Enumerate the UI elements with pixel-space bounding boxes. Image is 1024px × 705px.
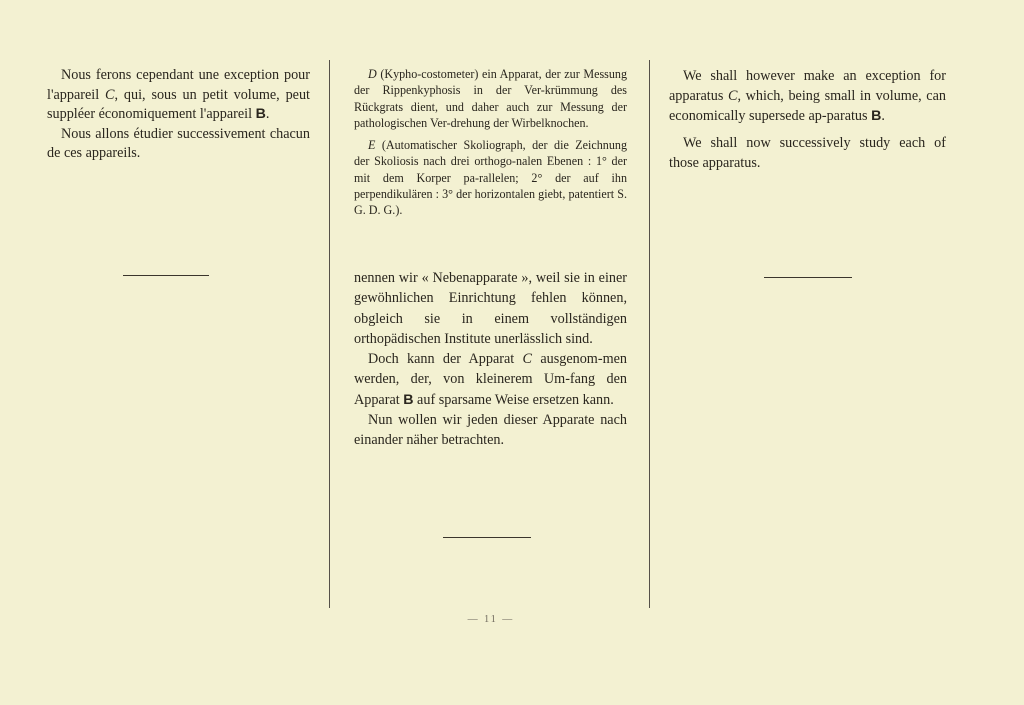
french-paragraph-2: Nous allons étudier successivement chacun de ces appareils. bbox=[47, 125, 310, 162]
letter-d: D bbox=[368, 67, 377, 81]
english-column bbox=[669, 66, 946, 173]
german-separator bbox=[443, 537, 531, 538]
letter-b: B bbox=[255, 106, 266, 123]
french-separator bbox=[123, 275, 209, 276]
column-rule-right bbox=[649, 60, 650, 608]
letter-b: B bbox=[871, 108, 882, 125]
french-column bbox=[47, 66, 310, 164]
letter-b: B bbox=[403, 391, 414, 408]
german-column bbox=[354, 268, 627, 451]
letter-c: C bbox=[727, 88, 738, 105]
german-paragraph-3: nennen wir « Nebenapparate », weil sie in einer gewöhnlichen Einrichtung fehlen können, obgleich sie in einem vollständigen orthopädischen Institute unerlässlich sind. bbox=[354, 270, 627, 347]
french-paragraph-1: Nous ferons cependant une exception pour l'appareil C, qui, sous un petit volume, peut suppléer économiquement l'appareil B. bbox=[47, 67, 311, 123]
page-number: — 11 — bbox=[467, 614, 515, 625]
column-rule-left bbox=[329, 60, 330, 608]
german-paragraph-5: Nun wollen wir jeden dieser Apparate nach einander näher betrachten. bbox=[354, 412, 627, 449]
english-paragraph-1: We shall however make an exception for apparatus C, which, being small in volume, can economically supersede ap-paratus B. bbox=[669, 68, 946, 125]
german-item-e: E (Automatischer Skoliograph, der die Zeichnung der Skoliosis nach drei orthogo-nalen Ebenen : 1° der mit dem Korper pa-rallelen; 2° der auf ihn perpendikulären : 3° der horizontalen giebt, patentiert S. G. D. G.). bbox=[354, 138, 627, 218]
letter-e: E bbox=[368, 138, 376, 153]
letter-c: C bbox=[522, 351, 533, 368]
german-item-d: D (Kypho-costometer) ein Apparat, der zur Messung der Rippenkyphosis in der Ver-krümmung des Rückgrats dient, und daher auch zur Messung der pathologischen Ver-drehung der Wirbelknochen. bbox=[354, 67, 627, 130]
german-list bbox=[354, 66, 627, 219]
letter-c: C bbox=[105, 86, 115, 103]
german-paragraph-4: Doch kann der Apparat C ausgenom-men werden, der, von kleinerem Um-fang den Apparat B auf sparsame Weise ersetzen kann. bbox=[354, 351, 627, 408]
english-paragraph-2: We shall now successively study each of those apparatus. bbox=[669, 134, 946, 171]
english-separator bbox=[764, 277, 852, 278]
